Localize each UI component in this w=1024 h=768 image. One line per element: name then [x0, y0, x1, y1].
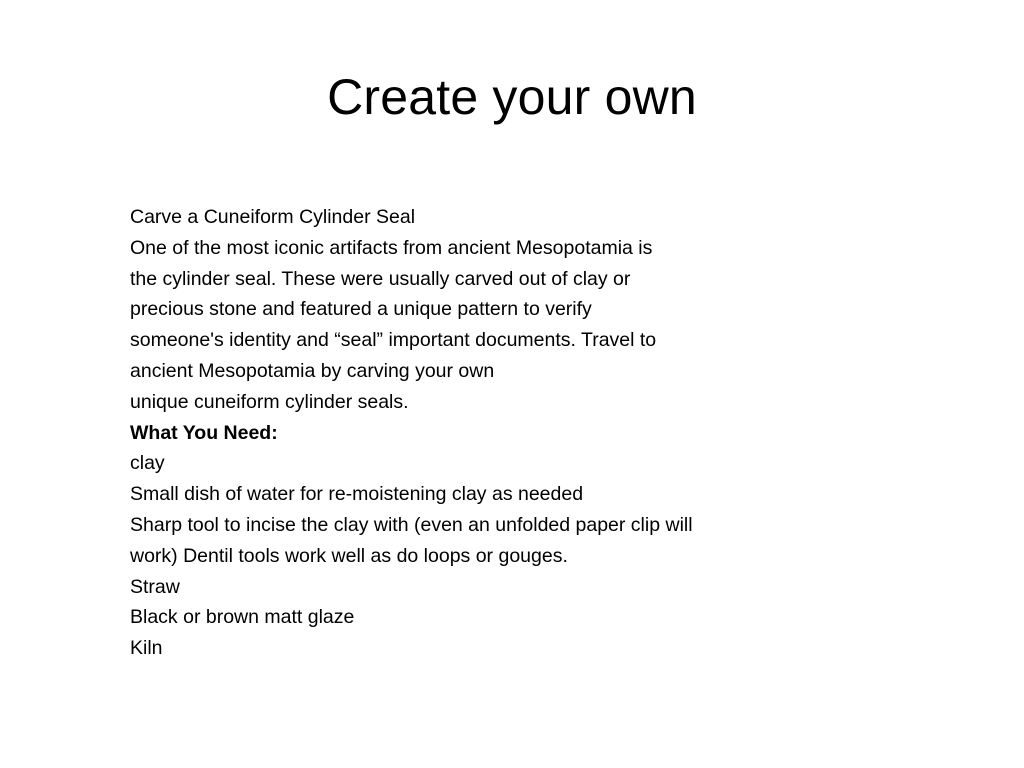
description-line: precious stone and featured a unique pattern to verify	[130, 298, 592, 321]
material-item: clay	[130, 452, 165, 475]
material-item: Small dish of water for re-moistening clay as needed	[130, 483, 584, 506]
description-line: someone's identity and “seal” important documents. Travel to	[130, 329, 657, 352]
description-line: ancient Mesopotamia by carving your own	[130, 359, 495, 382]
description-line: unique cuneiform cylinder seals.	[130, 390, 409, 413]
material-item: work) Dentil tools work well as do loops or gouges.	[130, 544, 568, 567]
activity-title-line: Carve a Cuneiform Cylinder Seal	[130, 206, 416, 228]
material-item: Kiln	[130, 637, 163, 660]
slide-title: Create your own	[327, 69, 697, 125]
material-item: Straw	[130, 575, 180, 598]
description-line: One of the most iconic artifacts from ancient Mesopotamia is	[130, 236, 653, 259]
material-item: Sharp tool to incise the clay with (even an unfolded paper clip will	[130, 513, 693, 536]
description-line: the cylinder seal. These were usually carved out of clay or	[130, 267, 631, 290]
slide-body	[130, 202, 830, 664]
material-item: Black or brown matt glaze	[130, 606, 355, 629]
materials-heading: What You Need:	[130, 421, 278, 444]
